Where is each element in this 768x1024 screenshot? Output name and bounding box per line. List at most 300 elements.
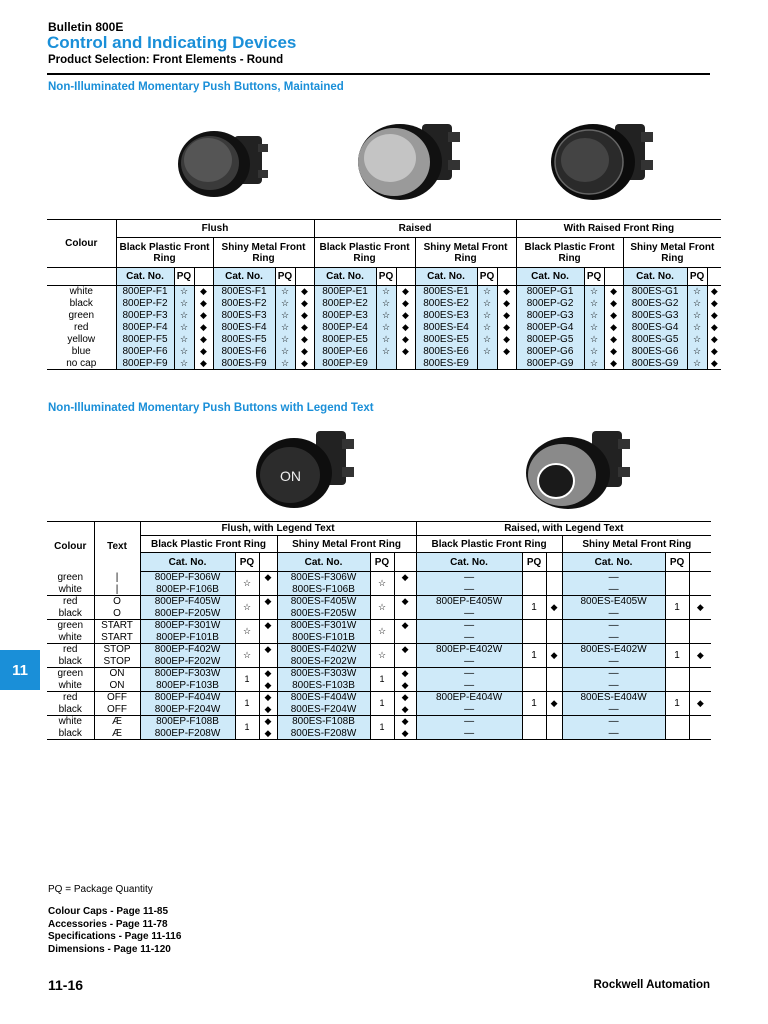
stock-cell: ◆ — [194, 310, 213, 322]
section2-title: Non-Illuminated Momentary Push Buttons with Legend Text — [48, 402, 374, 414]
stock-cell: ◆ — [707, 286, 721, 298]
stock-cell: ◆ — [194, 286, 213, 298]
subgroup-header: Shiny Metal Front Ring — [277, 536, 416, 553]
pq-cell: 1 — [235, 692, 259, 716]
stock-cell — [546, 668, 562, 692]
stock-cell: ◆ — [689, 692, 711, 716]
cat-no-cell: 800ES-F2 — [213, 298, 275, 310]
flush-button-image — [172, 126, 272, 201]
stock-cell: ◆ — [194, 346, 213, 358]
colour-cell: white — [47, 680, 94, 692]
cat-no-cell: 800EP-F9 — [116, 358, 174, 370]
colour-cell: white — [47, 632, 94, 644]
stock-cell: ◆ — [394, 728, 416, 740]
legend-text-cell: STOP — [94, 656, 140, 668]
stock-cell: ◆ — [604, 358, 623, 370]
pq-cell: 1 — [522, 644, 546, 668]
pq-cell: ☆ — [477, 298, 497, 310]
cat-no-cell: 800EP-E6 — [314, 346, 376, 358]
table-row — [47, 334, 721, 346]
cat-no-cell: 800EP-F404W — [140, 692, 235, 704]
cat-no-cell: — — [416, 584, 522, 596]
cat-no-cell: 800ES-F6 — [213, 346, 275, 358]
stock-cell — [497, 358, 516, 370]
cat-no-cell: — — [562, 716, 665, 728]
stock-cell — [259, 656, 277, 668]
stock-cell: ◆ — [707, 358, 721, 370]
colour-cell: green — [68, 310, 95, 321]
stock-cell: ◆ — [295, 346, 314, 358]
cat-no-cell: 800ES-E4 — [415, 322, 477, 334]
cat-no-cell: 800EP-F6 — [116, 346, 174, 358]
legend-raised-button-image — [520, 425, 635, 510]
stock-cell — [689, 620, 711, 644]
pq-cell: ☆ — [376, 322, 396, 334]
colour-cell: red — [74, 322, 89, 333]
pq-cell: ☆ — [584, 358, 604, 370]
pq-cell — [522, 572, 546, 596]
colour-cell: black — [69, 298, 93, 309]
colour-header: Colour — [47, 220, 116, 268]
cat-no-cell: 800ES-E9 — [415, 358, 477, 370]
cat-no-cell: 800ES-F5 — [213, 334, 275, 346]
table-row — [47, 286, 721, 298]
pq-cell: 1 — [665, 644, 689, 668]
pq-cell: ☆ — [275, 358, 295, 370]
cat-no-cell: 800EP-G4 — [516, 322, 584, 334]
catno-header: Cat. No. — [140, 553, 235, 572]
pq-cell — [665, 572, 689, 596]
cat-no-cell: 800ES-E3 — [415, 310, 477, 322]
cat-no-cell: 800ES-F204W — [277, 704, 370, 716]
section1-title: Non-Illuminated Momentary Push Buttons, Maintained — [48, 81, 344, 93]
legend-text-cell: OFF — [94, 704, 140, 716]
stock-cell — [259, 608, 277, 620]
cat-no-cell: 800EP-F108B — [140, 716, 235, 728]
cat-no-cell: 800EP-E404W — [416, 692, 522, 704]
legend-text-cell: START — [94, 620, 140, 632]
pq-cell: 1 — [370, 692, 394, 716]
catno-header: Cat. No. — [314, 268, 376, 286]
pq-header: PQ — [275, 268, 295, 286]
stock-cell — [394, 608, 416, 620]
subgroup-header: Black Plastic Front Ring — [116, 238, 213, 268]
stock-cell: ◆ — [707, 334, 721, 346]
cat-no-cell: 800ES-G6 — [623, 346, 687, 358]
stock-cell: ◆ — [259, 596, 277, 608]
subgroup-header: Shiny Metal Front Ring — [562, 536, 711, 553]
colour-cell: white — [69, 286, 93, 298]
pq-cell — [665, 716, 689, 740]
catno-header: Cat. No. — [415, 268, 477, 286]
stock-cell: ◆ — [394, 692, 416, 704]
table-row — [47, 322, 721, 334]
pq-cell: ☆ — [376, 334, 396, 346]
cat-no-cell: 800ES-F405W — [277, 596, 370, 608]
stock-cell: ◆ — [604, 298, 623, 310]
cat-no-cell: 800EP-F4 — [116, 322, 174, 334]
cat-no-cell: — — [562, 632, 665, 644]
cat-no-cell: 800ES-G2 — [623, 298, 687, 310]
cat-no-cell: — — [416, 620, 522, 632]
cat-no-cell: — — [562, 668, 665, 680]
cat-no-cell: 800ES-F106B — [277, 584, 370, 596]
pq-cell: ☆ — [275, 298, 295, 310]
pq-cell — [522, 668, 546, 692]
cat-no-cell: 800ES-F402W — [277, 644, 370, 656]
cat-no-cell: 800ES-F108B — [277, 716, 370, 728]
pq-cell: ☆ — [687, 346, 707, 358]
stock-cell — [394, 584, 416, 596]
pq-header: PQ — [370, 553, 394, 572]
cat-no-cell: 800EP-E1 — [314, 286, 376, 298]
stock-cell: ◆ — [394, 704, 416, 716]
pq-cell: ☆ — [477, 310, 497, 322]
cat-no-cell: 800ES-G3 — [623, 310, 687, 322]
catno-header: Cat. No. — [213, 268, 275, 286]
pq-cell: ☆ — [275, 286, 295, 298]
cat-no-cell: 800EP-F306W — [140, 572, 235, 584]
pq-footnote: PQ = Package Quantity — [48, 884, 153, 895]
pq-cell: ☆ — [584, 310, 604, 322]
pq-cell: ☆ — [584, 298, 604, 310]
stock-cell: ◆ — [394, 596, 416, 608]
stock-cell — [546, 716, 562, 740]
stock-cell: ◆ — [546, 596, 562, 620]
stock-cell: ◆ — [295, 322, 314, 334]
colour-cell: red — [63, 644, 78, 656]
cat-no-cell: 800EP-E405W — [416, 596, 522, 608]
cat-no-cell: 800EP-G9 — [516, 358, 584, 370]
stock-cell: ◆ — [396, 346, 415, 358]
raised-button-image — [352, 118, 467, 203]
pq-cell: ☆ — [174, 358, 194, 370]
stock-cell: ◆ — [295, 334, 314, 346]
pq-cell: ☆ — [370, 644, 394, 668]
group-raised: Raised — [314, 220, 516, 238]
maintained-buttons-table — [47, 219, 721, 370]
cat-no-cell: 800EP-G2 — [516, 298, 584, 310]
pq-cell: ☆ — [275, 346, 295, 358]
pq-cell: ☆ — [687, 298, 707, 310]
pq-cell: ☆ — [235, 620, 259, 644]
cat-no-cell: 800EP-F303W — [140, 668, 235, 680]
stock-cell: ◆ — [259, 704, 277, 716]
pq-cell: ☆ — [235, 572, 259, 596]
stock-cell: ◆ — [707, 322, 721, 334]
cat-no-cell: 800ES-F205W — [277, 608, 370, 620]
legend-flush-button-image — [252, 425, 357, 510]
stock-cell — [689, 668, 711, 692]
cat-no-cell: 800EP-E5 — [314, 334, 376, 346]
cat-no-cell: 800ES-F101B — [277, 632, 370, 644]
stock-cell: ◆ — [295, 310, 314, 322]
pq-cell: 1 — [665, 692, 689, 716]
cat-no-cell: 800ES-G5 — [623, 334, 687, 346]
stock-cell: ◆ — [394, 716, 416, 728]
stock-cell: ◆ — [497, 298, 516, 310]
stock-cell — [259, 584, 277, 596]
colour-cell: green — [57, 668, 84, 680]
cat-no-cell: — — [562, 656, 665, 668]
cat-no-cell: — — [416, 704, 522, 716]
link-accessories[interactable]: Accessories - Page 11-78 — [48, 918, 168, 930]
pq-cell: ☆ — [275, 310, 295, 322]
cat-no-cell: 800ES-F9 — [213, 358, 275, 370]
pq-cell: ☆ — [477, 322, 497, 334]
cat-no-cell: 800EP-F101B — [140, 632, 235, 644]
colour-cell: white — [47, 584, 94, 596]
cat-no-cell: — — [416, 608, 522, 620]
stock-cell: ◆ — [259, 644, 277, 656]
pq-cell: ☆ — [275, 334, 295, 346]
stock-cell — [259, 632, 277, 644]
cat-no-cell: 800EP-F106B — [140, 584, 235, 596]
stock-cell: ◆ — [497, 334, 516, 346]
stock-cell: ◆ — [394, 572, 416, 584]
link-dimensions[interactable]: Dimensions - Page 11-120 — [48, 943, 171, 955]
cat-no-cell: — — [562, 608, 665, 620]
legend-text-cell: | — [94, 584, 140, 596]
stock-cell: ◆ — [194, 298, 213, 310]
subgroup-header: Shiny Metal Front Ring — [213, 238, 314, 268]
cat-no-cell: 800EP-F205W — [140, 608, 235, 620]
stock-cell: ◆ — [259, 692, 277, 704]
raised-ring-button-image — [545, 118, 660, 203]
pq-cell: ☆ — [477, 286, 497, 298]
legend-buttons-table — [47, 521, 711, 740]
stock-cell: ◆ — [497, 346, 516, 358]
catno-header: Cat. No. — [416, 553, 522, 572]
cat-no-cell: 800EP-F1 — [116, 286, 174, 298]
stock-cell — [546, 572, 562, 596]
group-flush: Flush — [116, 220, 314, 238]
stock-cell: ◆ — [194, 334, 213, 346]
stock-cell: ◆ — [604, 286, 623, 298]
stock-cell — [394, 656, 416, 668]
pq-cell — [477, 358, 497, 370]
colour-cell: black — [47, 704, 94, 716]
pq-cell — [665, 668, 689, 692]
stock-cell: ◆ — [396, 286, 415, 298]
stock-cell: ◆ — [707, 310, 721, 322]
cat-no-cell: 800EP-E2 — [314, 298, 376, 310]
cat-no-cell: 800ES-F306W — [277, 572, 370, 584]
stock-cell: ◆ — [259, 728, 277, 740]
cat-no-cell: 800EP-F405W — [140, 596, 235, 608]
stock-cell: ◆ — [259, 716, 277, 728]
table-row — [47, 596, 711, 608]
table-row — [47, 668, 711, 680]
cat-no-cell: — — [416, 572, 522, 584]
legend-text-cell: ON — [94, 668, 140, 680]
page-subtitle: Product Selection: Front Elements - Round — [48, 54, 284, 66]
pq-header: PQ — [665, 553, 689, 572]
stock-cell: ◆ — [546, 692, 562, 716]
group-flush-legend: Flush, with Legend Text — [140, 522, 416, 536]
colour-cell: green — [57, 620, 84, 632]
pq-header: PQ — [687, 268, 707, 286]
cat-no-cell: — — [562, 572, 665, 584]
cat-no-cell: 800ES-F202W — [277, 656, 370, 668]
catno-header: Cat. No. — [623, 268, 687, 286]
table-row — [47, 644, 711, 656]
legend-text-cell: O — [94, 596, 140, 608]
pq-cell: ☆ — [687, 358, 707, 370]
pq-cell: ☆ — [477, 334, 497, 346]
legend-text-cell: ON — [94, 680, 140, 692]
pq-cell: ☆ — [477, 346, 497, 358]
cat-no-cell: 800ES-E5 — [415, 334, 477, 346]
header-rule — [47, 73, 710, 75]
pq-cell: ☆ — [584, 286, 604, 298]
cat-no-cell: 800ES-E2 — [415, 298, 477, 310]
pq-cell: ☆ — [376, 310, 396, 322]
pq-cell: ☆ — [235, 596, 259, 620]
cat-no-cell: 800EP-F2 — [116, 298, 174, 310]
cat-no-cell: — — [416, 656, 522, 668]
pq-cell — [376, 358, 396, 370]
cat-no-cell: 800EP-G5 — [516, 334, 584, 346]
stock-cell: ◆ — [396, 334, 415, 346]
table-row — [47, 620, 711, 632]
pq-cell: ☆ — [584, 346, 604, 358]
pq-cell: ☆ — [687, 310, 707, 322]
cat-no-cell: 800EP-F301W — [140, 620, 235, 632]
cat-no-cell: 800EP-F5 — [116, 334, 174, 346]
legend-text-cell: | — [94, 572, 140, 584]
legend-text-cell: OFF — [94, 692, 140, 704]
table-row — [47, 298, 721, 310]
stock-cell: ◆ — [546, 644, 562, 668]
cat-no-cell: — — [562, 680, 665, 692]
catno-header: Cat. No. — [516, 268, 584, 286]
cat-no-cell: 800ES-E405W — [562, 596, 665, 608]
stock-cell — [689, 572, 711, 596]
stock-cell: ◆ — [689, 596, 711, 620]
cat-no-cell: 800ES-E1 — [415, 286, 477, 298]
pq-cell: 1 — [522, 596, 546, 620]
cat-no-cell: 800ES-F4 — [213, 322, 275, 334]
stock-cell: ◆ — [707, 298, 721, 310]
cat-no-cell: 800ES-F1 — [213, 286, 275, 298]
pq-cell: ☆ — [174, 286, 194, 298]
cat-no-cell: 800EP-F3 — [116, 310, 174, 322]
pq-cell — [522, 620, 546, 644]
pq-cell: 1 — [235, 668, 259, 692]
pq-cell: ☆ — [235, 644, 259, 668]
colour-cell: no cap — [47, 358, 116, 370]
stock-cell: ◆ — [689, 644, 711, 668]
pq-cell: ☆ — [174, 322, 194, 334]
colour-cell: black — [47, 608, 94, 620]
catno-header: Cat. No. — [116, 268, 174, 286]
stock-cell: ◆ — [497, 322, 516, 334]
cat-no-cell: 800EP-F103B — [140, 680, 235, 692]
cat-no-cell: 800ES-F404W — [277, 692, 370, 704]
page-title: Control and Indicating Devices — [47, 33, 297, 52]
link-colour-caps[interactable]: Colour Caps - Page 11-85 — [48, 906, 169, 917]
cat-no-cell: 800ES-F301W — [277, 620, 370, 632]
pq-cell: ☆ — [370, 596, 394, 620]
pq-cell — [665, 620, 689, 644]
stock-cell: ◆ — [295, 286, 314, 298]
stock-cell: ◆ — [396, 298, 415, 310]
legend-on-text: ON — [280, 468, 301, 484]
cat-no-cell: — — [416, 680, 522, 692]
pq-cell — [522, 716, 546, 740]
text-header: Text — [94, 522, 140, 572]
pq-cell: ☆ — [174, 298, 194, 310]
cat-no-cell: 800EP-E3 — [314, 310, 376, 322]
stock-cell: ◆ — [194, 322, 213, 334]
stock-cell: ◆ — [497, 286, 516, 298]
cat-no-cell: 800EP-F208W — [140, 728, 235, 740]
pq-cell: ☆ — [584, 334, 604, 346]
cat-no-cell: 800ES-F3 — [213, 310, 275, 322]
brand-name: Rockwell Automation — [593, 979, 710, 991]
stock-cell: ◆ — [259, 572, 277, 584]
pq-cell: 1 — [522, 692, 546, 716]
cat-no-cell: — — [562, 728, 665, 740]
subgroup-header: Shiny Metal Front Ring — [415, 238, 516, 268]
cat-no-cell: 800EP-F204W — [140, 704, 235, 716]
pq-cell: ☆ — [376, 298, 396, 310]
cat-no-cell: — — [562, 704, 665, 716]
stock-cell: ◆ — [604, 334, 623, 346]
cat-no-cell: 800EP-G1 — [516, 286, 584, 298]
cat-no-cell: 800EP-F202W — [140, 656, 235, 668]
stock-cell: ◆ — [394, 620, 416, 632]
subgroup-header: Black Plastic Front Ring — [140, 536, 277, 553]
cat-no-cell: — — [416, 728, 522, 740]
stock-cell — [396, 358, 415, 370]
legend-text-cell: Æ — [94, 716, 140, 728]
catno-header: Cat. No. — [277, 553, 370, 572]
legend-text-cell: STOP — [94, 644, 140, 656]
stock-cell: ◆ — [259, 620, 277, 632]
cat-no-cell: 800ES-E404W — [562, 692, 665, 704]
stock-cell: ◆ — [604, 322, 623, 334]
pq-cell: 1 — [370, 668, 394, 692]
cat-no-cell: 800EP-E402W — [416, 644, 522, 656]
table-row — [47, 692, 711, 704]
subgroup-header: Black Plastic Front Ring — [416, 536, 562, 553]
cat-no-cell: 800EP-F402W — [140, 644, 235, 656]
stock-cell: ◆ — [394, 680, 416, 692]
cat-no-cell: 800ES-G4 — [623, 322, 687, 334]
table-row — [47, 346, 721, 358]
cat-no-cell: — — [416, 632, 522, 644]
colour-cell: red — [63, 596, 78, 608]
subgroup-header: Black Plastic Front Ring — [516, 238, 623, 268]
subgroup-header: Shiny Metal Front Ring — [623, 238, 721, 268]
pq-header: PQ — [522, 553, 546, 572]
cat-no-cell: — — [562, 620, 665, 632]
stock-cell: ◆ — [295, 358, 314, 370]
cat-no-cell: 800ES-G1 — [623, 286, 687, 298]
catno-header: Cat. No. — [562, 553, 665, 572]
pq-cell: ☆ — [584, 322, 604, 334]
page-number: 11-16 — [48, 977, 84, 993]
pq-cell: ☆ — [275, 322, 295, 334]
link-specifications[interactable]: Specifications - Page 11-116 — [48, 931, 182, 942]
group-raised-ring: With Raised Front Ring — [516, 220, 721, 238]
cat-no-cell: — — [562, 584, 665, 596]
stock-cell: ◆ — [707, 346, 721, 358]
stock-cell: ◆ — [604, 346, 623, 358]
pq-cell: 1 — [235, 716, 259, 740]
